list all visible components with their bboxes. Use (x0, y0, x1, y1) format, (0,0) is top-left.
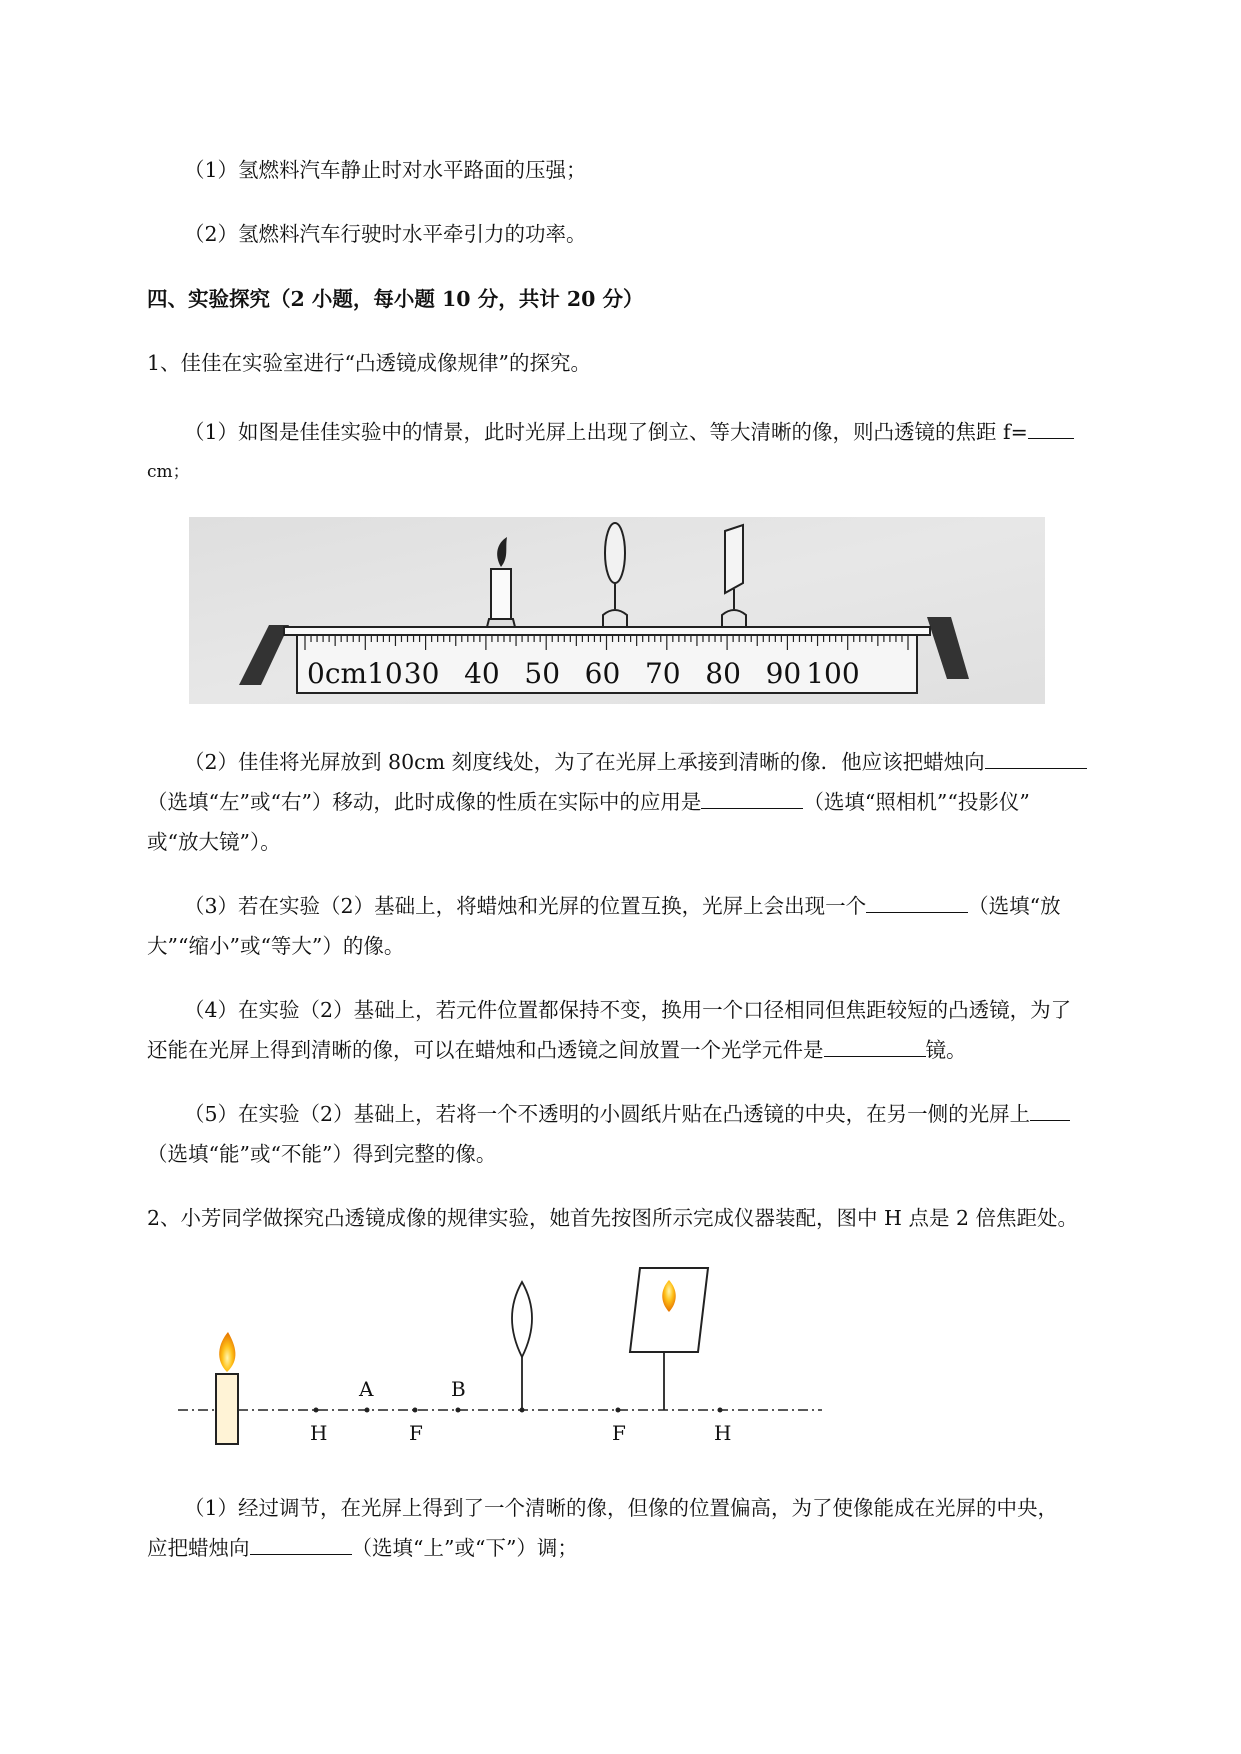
q1-part2-line3: 或“放大镜”）。 (147, 830, 281, 854)
q1-part5-line2: （选填“能”或“不能”）得到完整的像。 (147, 1142, 497, 1166)
ruler-label: 40 (464, 657, 500, 690)
point-f-left (413, 1408, 418, 1413)
q1-part2-line1 (184, 748, 1087, 776)
question-1-intro: 1、佳佳在实验室进行“凸透镜成像规律”的探究。 (147, 351, 592, 375)
point-h-right (718, 1408, 723, 1413)
text: （选填“照相机”“投影仪” (803, 790, 1030, 814)
section-heading: 四、实验探究（2 小题，每小题 10 分，共计 20 分） (147, 287, 644, 311)
text: （3）若在实验（2）基础上，将蜡烛和光屏的位置互换，光屏上会出现一个 (184, 894, 867, 918)
label-b: B (451, 1377, 466, 1401)
q2-part1-line2 (147, 1534, 578, 1562)
ruler-label: 80 (705, 657, 741, 690)
text: （2）氢燃料汽车行驶时水平牵引力的功率。 (184, 222, 587, 246)
ruler-label: 50 (524, 657, 561, 690)
text: （选填“左”或“右”）移动，此时成像的性质在实际中的应用是 (147, 790, 702, 814)
lens-setup-diagram (170, 1262, 830, 1462)
q1-part4-line2 (147, 1036, 967, 1064)
q1-part5-line1 (184, 1100, 1070, 1128)
ruler-label: 60 (584, 657, 621, 690)
text: （1）氢燃料汽车静止时对水平路面的压强； (184, 158, 587, 182)
q1-part1-line2: cm； (147, 462, 190, 482)
q1-part1-line1 (184, 418, 1074, 446)
text: （5）在实验（2）基础上，若将一个不透明的小圆纸片贴在凸透镜的中央，在另一侧的光屏上 (184, 1102, 1031, 1126)
candle-holder (487, 619, 515, 627)
ruler-label: 90 (765, 657, 802, 690)
q1-part2-line2 (147, 788, 1030, 816)
text: 应把蜡烛向 (147, 1536, 250, 1560)
convex-lens (605, 523, 625, 583)
point-h-left (314, 1408, 319, 1413)
answer-blank[interactable] (985, 748, 1087, 769)
label-h-right: H (714, 1421, 732, 1445)
point-b (456, 1408, 461, 1413)
light-screen (725, 525, 743, 593)
rail-top (284, 627, 930, 635)
ruler-label: 0cm10 (307, 657, 403, 690)
q1-part3-line2: 大”“缩小”或“等大”）的像。 (147, 934, 405, 958)
label-h-left: H (310, 1421, 328, 1445)
ruler-label: 70 (644, 657, 681, 690)
point-a (365, 1408, 370, 1413)
optical-bench-photo (189, 517, 1045, 704)
q1-part3-line1 (184, 892, 1061, 920)
answer-blank[interactable] (866, 892, 968, 913)
label-f-left: F (409, 1421, 423, 1445)
ruler-label: 100 (806, 657, 860, 690)
text: （1）如图是佳佳实验中的情景，此时光屏上出现了倒立、等大清晰的像，则凸透镜的焦距 f= (184, 420, 1028, 444)
answer-blank[interactable] (824, 1036, 926, 1057)
q1-part4-line1: （4）在实验（2）基础上，若元件位置都保持不变，换用一个口径相同但焦距较短的凸透镜，为了 (184, 998, 1072, 1022)
candle-flame (219, 1332, 235, 1372)
answer-blank[interactable] (250, 1534, 352, 1555)
q2-part1-line1: （1）经过调节，在光屏上得到了一个清晰的像，但像的位置偏高，为了使像能成在光屏的中央， (184, 1496, 1059, 1520)
answer-blank[interactable] (1030, 1100, 1070, 1121)
text: 还能在光屏上得到清晰的像，可以在蜡烛和凸透镜之间放置一个光学元件是 (147, 1038, 824, 1062)
ruler-label: 30 (403, 657, 440, 690)
label-a: A (359, 1377, 374, 1401)
candle (491, 569, 511, 619)
label-f-right: F (612, 1421, 626, 1445)
question-part-2 (184, 220, 587, 248)
lens-center (520, 1408, 525, 1413)
question-2-intro: 2、小芳同学做探究凸透镜成像的规律实验，她首先按图所示完成仪器装配，图中 H 点是 2 倍焦距处。 (147, 1206, 1079, 1230)
text: （选填“上”或“下”）调； (351, 1536, 578, 1560)
convex-lens (512, 1282, 532, 1357)
candle (216, 1374, 238, 1444)
text: 镜。 (925, 1038, 967, 1062)
text: （选填“放 (968, 894, 1061, 918)
answer-blank[interactable] (1028, 418, 1074, 439)
point-f-right (616, 1408, 621, 1413)
answer-blank[interactable] (701, 788, 803, 809)
question-part-1 (184, 156, 587, 184)
text: （2）佳佳将光屏放到 80cm 刻度线处，为了在光屏上承接到清晰的像．他应该把蜡烛向 (184, 750, 985, 774)
